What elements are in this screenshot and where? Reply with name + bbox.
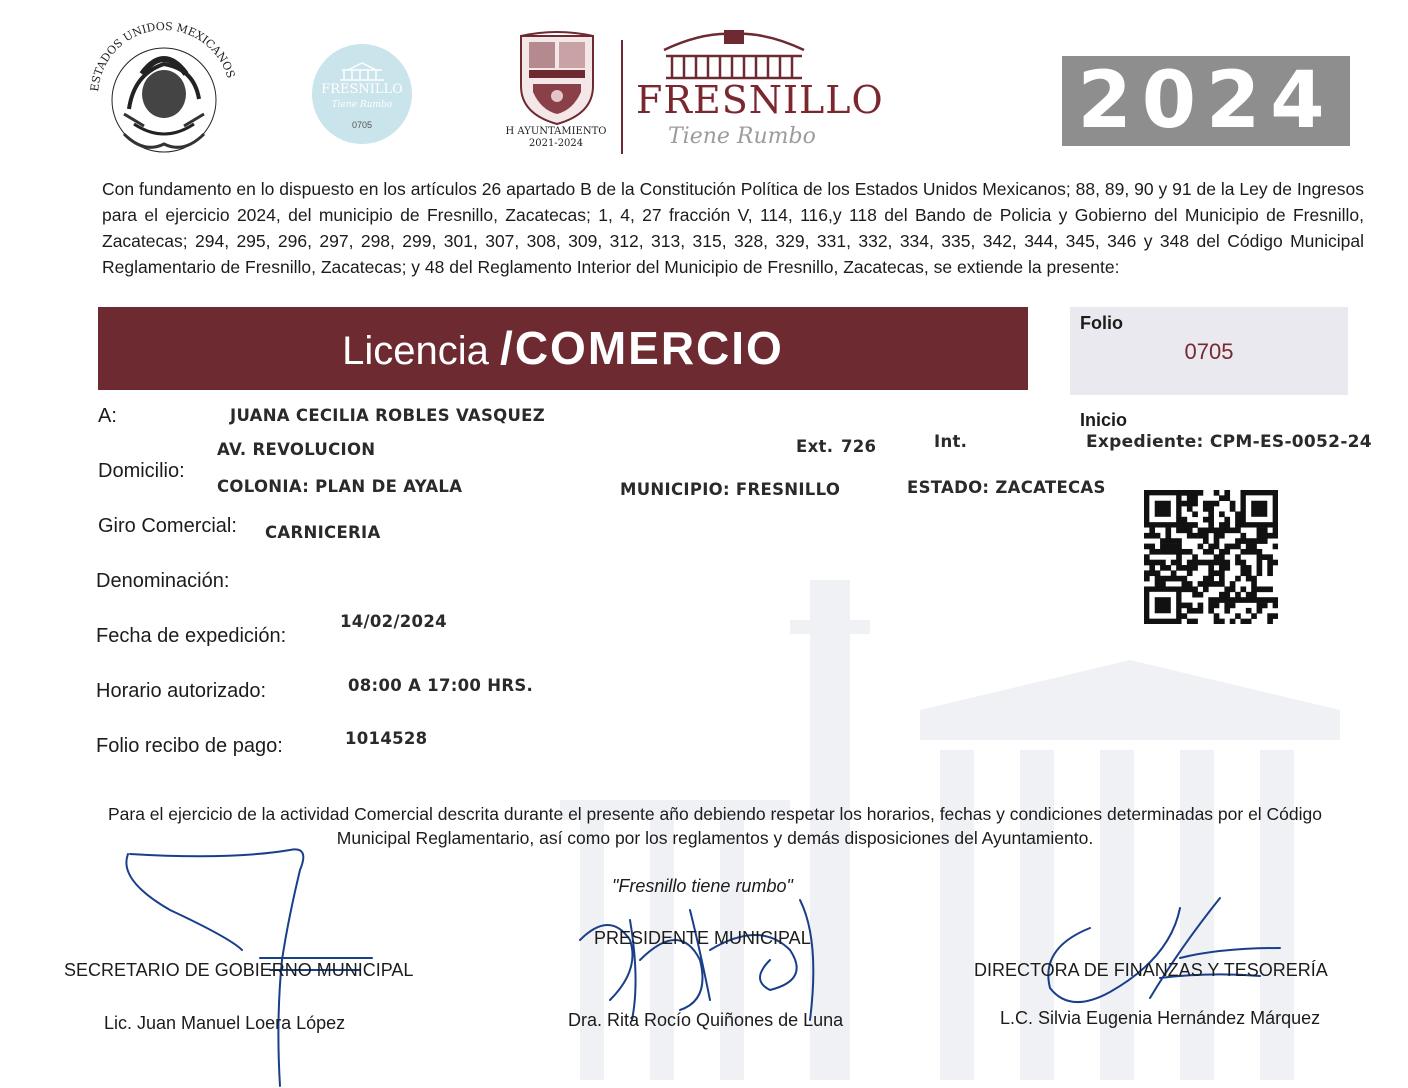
folio-label: Folio [1080, 313, 1123, 333]
logo-title: FRESNILLO [636, 78, 884, 122]
fecha-value: 14/02/2024 [340, 612, 447, 631]
estado-value: ESTADO: ZACATECAS [907, 478, 1106, 497]
banner-licencia: Licencia [342, 329, 501, 373]
legal-basis-paragraph: Con fundamento en lo dispuesto en los artículos 26 apartado B de la Constitución Política de los Estados Unidos Mexicanos; 88, 89, 90 y 91 de la Ley de Ingresos para el ejercicio 2024, del municipio de Fresnillo, Zacatecas; 1, 4, 27 fracción V, 114, 116,y 118 del Bando de Policia y Gobierno del Municipio de Fresnillo, Zacatecas; 294, 295, 296, 297, 298, 299, 301, 307, 308, 309, 312, 313, 315, 328, 329, 331, 332, 334, 335, 342, 344, 345, 346 y 348 del Código Municipal Reglamentario de Fresnillo, Zacatecas; y 48 del Reglamento Interior del Municipio de Fresnillo, Zacatecas, se extiende la presente: [102, 179, 1364, 277]
fresnillo-badge [312, 44, 412, 144]
fresnillo-logo-building [662, 30, 806, 82]
signature-directora [1030, 888, 1290, 1018]
signatory-center-title: PRESIDENTE MUNICIPAL [594, 928, 811, 948]
signatory-right-name: L.C. Silvia Eugenia Hernández Márquez [1000, 1008, 1321, 1028]
badge-subtitle: Tiene Rumbo [331, 100, 393, 110]
badge-title: FRESNILLO [321, 82, 403, 97]
banner-comercio: COMERCIO [514, 322, 784, 374]
expediente-number: Expediente: CPM-ES-0052-24 [1086, 432, 1372, 452]
signatory-center-name: Dra. Rita Rocío Quiñones de Luna [568, 1010, 844, 1030]
building-icon [338, 60, 386, 82]
municipal-coat-of-arms [515, 28, 599, 126]
street-value: AV. REVOLUCION [217, 440, 376, 459]
signatory-right-title: DIRECTORA DE FINANZAS Y TESORERÍA [974, 960, 1328, 980]
year-label: 2024 [1077, 56, 1335, 146]
horario-value: 08:00 A 17:00 HRS. [348, 676, 534, 695]
folio-box [1070, 307, 1348, 395]
fecha-label: Fecha de expedición: [96, 625, 287, 647]
horario-label: Horario autorizado: [96, 680, 267, 702]
closing-paragraph: Para el ejercicio de la actividad Comercial descrita durante el presente año debiendo respetar los horarios, fechas y condiciones determinadas por el Código Municipal Reglamentario, así como por los reglamentos y demás disposiciones del Ayuntamiento. [107, 804, 1323, 848]
header-divider [621, 40, 623, 154]
license-type-banner [98, 307, 1028, 390]
banner-slash: / [500, 322, 515, 374]
qr-code [1144, 490, 1278, 624]
ayuntamiento-line: H AYUNTAMIENTO [505, 126, 607, 137]
giro-label: Giro Comercial: [98, 515, 237, 537]
folio-number: 0705 [1184, 339, 1234, 364]
seal-lettering: ESTADOS UNIDOS MEXICANOS [88, 19, 238, 93]
colonia-value: COLONIA: PLAN DE AYALA [217, 477, 463, 496]
recibo-value: 1014528 [345, 729, 428, 748]
tramite-type: Inicio [1080, 410, 1128, 430]
national-seal [84, 14, 244, 164]
signature-presidente [570, 880, 830, 1030]
ext-value: 726 [841, 437, 877, 456]
qr-finder-square [1144, 586, 1182, 624]
logo-subtitle: Tiene Rumbo [668, 124, 816, 149]
signatory-left-name: Lic. Juan Manuel Loera López [104, 1013, 346, 1033]
domicilio-label: Domicilio: [98, 460, 185, 482]
ayuntamiento-caption [504, 126, 608, 150]
recipient-label: A: [98, 405, 117, 427]
municipio-value: MUNICIPIO: FRESNILLO [620, 480, 841, 499]
ayuntamiento-period: 2021-2024 [528, 138, 584, 149]
ext-label: Ext. [796, 437, 834, 456]
signatory-left-title: SECRETARIO DE GOBIERNO MUNICIPAL [64, 960, 414, 980]
qr-finder-square [1144, 490, 1182, 528]
giro-value: CARNICERIA [265, 523, 381, 542]
int-label: Int. [934, 432, 968, 451]
badge-number: 0705 [351, 120, 373, 130]
year-box [1062, 56, 1350, 146]
slogan: "Fresnillo tiene rumbo" [612, 876, 793, 896]
recipient-name: JUANA CECILIA ROBLES VASQUEZ [230, 406, 546, 425]
recibo-label: Folio recibo de pago: [96, 735, 283, 757]
denominacion-label: Denominación: [96, 570, 230, 592]
qr-finder-square [1240, 490, 1278, 528]
